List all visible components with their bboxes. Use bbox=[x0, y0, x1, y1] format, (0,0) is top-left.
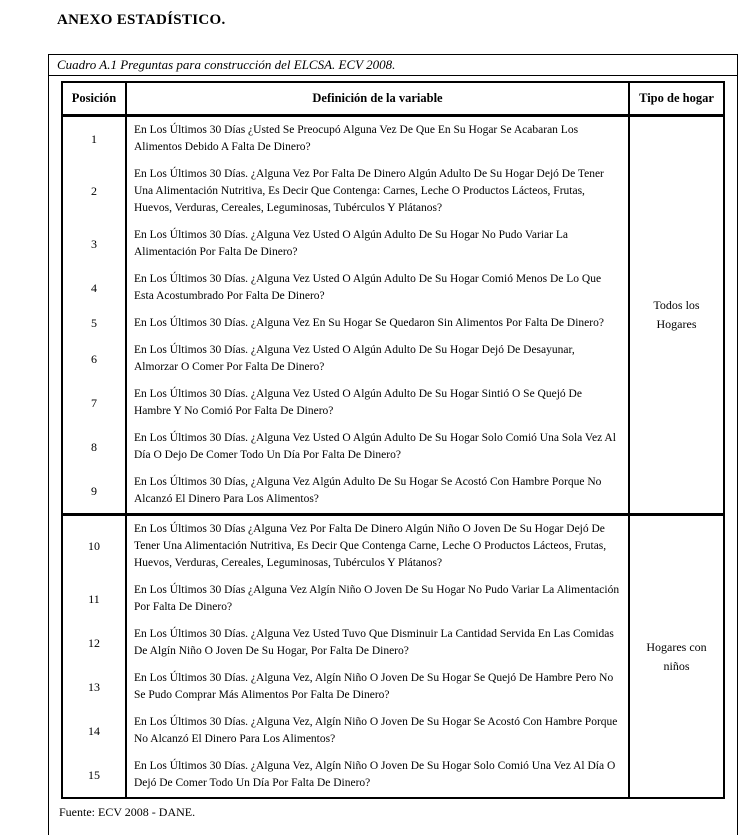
table-row bbox=[63, 337, 628, 381]
household-type-cell: Hogares con niños bbox=[628, 516, 723, 797]
position-cell: 2 bbox=[63, 161, 127, 222]
questions-table bbox=[61, 81, 725, 799]
question-text: En Los Últimos 30 Días ¿Usted Se Preocupó Alguna Vez De Que En Su Hogar Se Acabaran Los Alimentos Debido A Falta De Dinero? bbox=[134, 124, 579, 153]
question-text: En Los Últimos 30 Días. ¿Alguna Vez Usted O Algún Adulto De Su Hogar Dejó De Desayunar, Almorzar O Comer Por Falta De Dinero? bbox=[134, 344, 575, 373]
position-cell: 10 bbox=[63, 516, 127, 577]
table-row bbox=[63, 665, 628, 709]
table-row bbox=[63, 577, 628, 621]
table-source-note: Fuente: ECV 2008 - DANE. bbox=[59, 805, 196, 819]
question-text: En Los Últimos 30 Días. ¿Alguna Vez, Algín Niño O Joven De Su Hogar Se Quejó De Hambre Pero No Se Pudo Comprar Más Alimentos Por Falta De Dinero? bbox=[134, 672, 614, 701]
table-caption: Cuadro A.1 Preguntas para construcción del ELCSA. ECV 2008. bbox=[49, 55, 737, 76]
section-households-with-children bbox=[63, 513, 723, 797]
table-row bbox=[63, 266, 628, 310]
position-cell: 15 bbox=[63, 753, 127, 797]
position-cell: 12 bbox=[63, 621, 127, 665]
table-row bbox=[63, 516, 628, 577]
position-cell: 5 bbox=[63, 310, 127, 337]
position-cell: 3 bbox=[63, 222, 127, 266]
table-row bbox=[63, 753, 628, 797]
position-cell: 9 bbox=[63, 469, 127, 513]
position-cell: 1 bbox=[63, 117, 127, 161]
question-text: En Los Últimos 30 Días. ¿Alguna Vez Usted Tuvo Que Disminuir La Cantidad Servida En Las Comidas De Algín Niño O Joven De Su Hogar, Por Falta De Dinero? bbox=[134, 628, 614, 657]
table-header-row bbox=[63, 83, 723, 117]
position-cell: 4 bbox=[63, 266, 127, 310]
table-row bbox=[63, 161, 628, 222]
table-row bbox=[63, 381, 628, 425]
question-text: En Los Últimos 30 Días ¿Alguna Vez Por Falta De Dinero Algún Niño O Joven De Su Hogar Dejó De Tener Una Alimentación Nutritiva, Es Decir Que Contenga Carne, Leche O Productos Lácteos, Frutas, Huevos, Verduras, Cereales, Leguminosas, Tubérculos Y Plátanos? bbox=[134, 523, 607, 569]
question-text: En Los Últimos 30 Días. ¿Alguna Vez Usted O Algún Adulto De Su Hogar No Pudo Variar La Alimentación Por Falta De Dinero? bbox=[134, 229, 568, 258]
position-cell: 6 bbox=[63, 337, 127, 381]
table-row bbox=[63, 709, 628, 753]
question-text: En Los Últimos 30 Días. ¿Alguna Vez Usted O Algún Adulto De Su Hogar Sintió O Se Quejó De Hambre Y No Comió Por Falta De Dinero? bbox=[134, 388, 582, 417]
question-text: En Los Últimos 30 Días. ¿Alguna Vez Usted O Algún Adulto De Su Hogar Comió Menos De Lo Que Esta Acostumbrado Por Falta De Dinero? bbox=[134, 273, 602, 302]
page-title: ANEXO ESTADÍSTICO. bbox=[57, 12, 226, 28]
header-household-type: Tipo de hogar bbox=[628, 83, 723, 114]
table-row bbox=[63, 310, 628, 337]
table-row bbox=[63, 222, 628, 266]
header-position: Posición bbox=[63, 83, 127, 114]
position-cell: 7 bbox=[63, 381, 127, 425]
table-row bbox=[63, 425, 628, 469]
position-cell: 8 bbox=[63, 425, 127, 469]
question-text: En Los Últimos 30 Días ¿Alguna Vez Algín Niño O Joven De Su Hogar No Pudo Variar La Alimentación Por Falta De Dinero? bbox=[134, 584, 620, 613]
header-definition: Definición de la variable bbox=[312, 91, 443, 105]
table-row bbox=[63, 117, 628, 161]
question-text: En Los Últimos 30 Días. ¿Alguna Vez Por Falta De Dinero Algún Adulto De Su Hogar Dejó De Tener Una Alimentación Nutritiva, Es Decir Que Contenga: Carnes, Leche O Productos Lácteos, Frutas, Huevos, Verduras, Cereales, Leguminosas, Tubérculos Y Plátanos? bbox=[134, 168, 604, 214]
question-text: En Los Últimos 30 Días. ¿Alguna Vez, Algín Niño O Joven De Su Hogar Se Acostó Con Hambre Porque No Alcanzó El Dinero Para Los Alimentos? bbox=[134, 716, 618, 745]
section-all-households bbox=[63, 117, 723, 513]
position-cell: 14 bbox=[63, 709, 127, 753]
position-cell: 13 bbox=[63, 665, 127, 709]
question-text: En Los Últimos 30 Días. ¿Alguna Vez, Algín Niño O Joven De Su Hogar Solo Comió Una Vez Al Día O Dejó De Comer Todo Un Día Por Falta De Dinero? bbox=[134, 760, 616, 789]
question-text: En Los Últimos 30 Días. ¿Alguna Vez En Su Hogar Se Quedaron Sin Alimentos Por Falta De Dinero? bbox=[134, 317, 604, 329]
question-text: En Los Últimos 30 Días, ¿Alguna Vez Algún Adulto De Su Hogar Se Acostó Con Hambre Porque No Alcanzó El Dinero Para Los Alimentos? bbox=[134, 476, 602, 505]
table-row bbox=[63, 469, 628, 513]
household-type-cell: Todos los Hogares bbox=[628, 117, 723, 513]
section-rows bbox=[63, 516, 628, 797]
table-row bbox=[63, 621, 628, 665]
question-text: En Los Últimos 30 Días. ¿Alguna Vez Usted O Algún Adulto De Su Hogar Solo Comió Una Sola Vez Al Día O Dejo De Comer Todo Un Día Por Falta De Dinero? bbox=[134, 432, 616, 461]
table-frame bbox=[48, 54, 738, 835]
section-rows bbox=[63, 117, 628, 513]
position-cell: 11 bbox=[63, 577, 127, 621]
